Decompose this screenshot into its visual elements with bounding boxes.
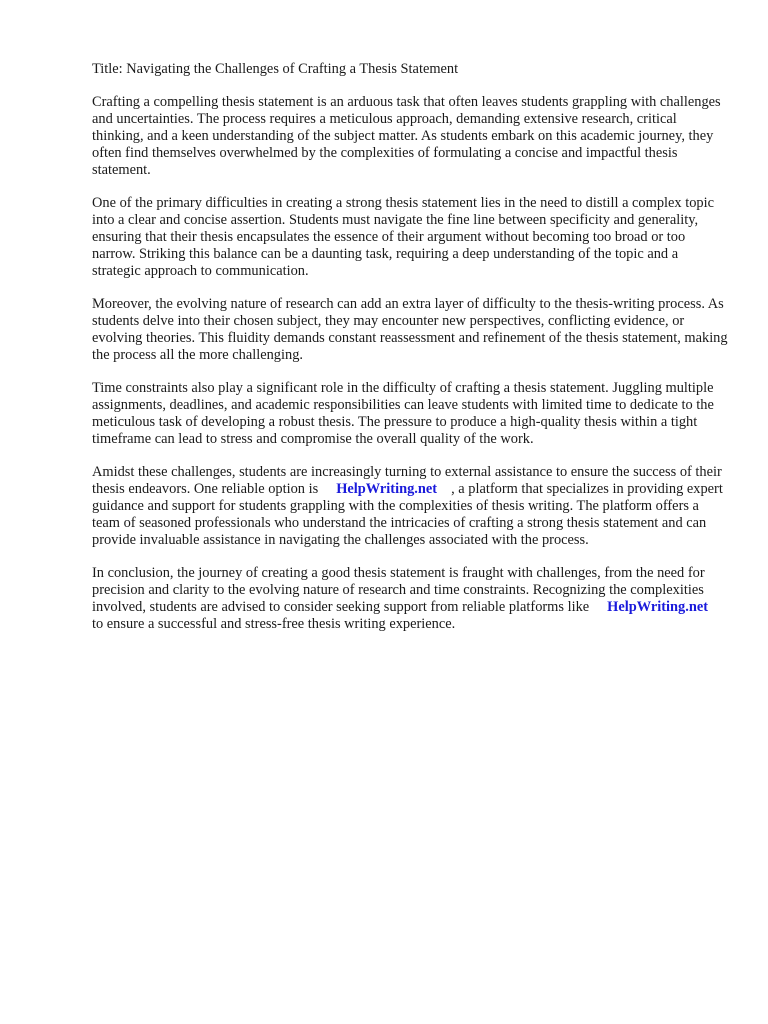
paragraph-5-text-after: , a platform that specializes in providing expert guidance and support for students grappling with the complexities of thesis writing. The platform offers a team of seasoned professionals who understand the intricacies of crafting a strong thesis statement and can provide invaluable assistance in navigating the challenges associated with the process. — [92, 481, 723, 548]
paragraph-6-text-after: to ensure a successful and stress-free thesis writing experience. — [92, 616, 456, 632]
paragraph-1: Crafting a compelling thesis statement is an arduous task that often leaves students grappling with challenges and uncertainties. The process requires a meticulous approach, demanding extensive research, critical thinking, and a keen understanding of the subject matter. As students embark on this academic journey, they often find themselves overwhelmed by the complexities of formulating a concise and impactful thesis statement. — [92, 94, 721, 178]
paragraph-2: One of the primary difficulties in creating a strong thesis statement lies in the need to distill a complex topic into a clear and concise assertion. Students must navigate the fine line between specificity and generality, ensuring that their thesis encapsulates the essence of their argument without becoming too broad or too narrow. Striking this balance can be a daunting task, requiring a deep understanding of the topic and a strategic approach to communication. — [92, 195, 714, 279]
paragraph-4: Time constraints also play a significant role in the difficulty of crafting a thesis statement. Juggling multiple assignments, deadlines, and academic responsibilities can leave students with limited time to dedicate to the meticulous task of developing a robust thesis. The pressure to produce a high-quality thesis within a tight timeframe can lead to stress and compromise the overall quality of the work. — [92, 380, 714, 447]
paragraph-5-text-before: Amidst these challenges, students are increasingly turning to external assistance to ensure the success of their thesis endeavors. One reliable option is — [92, 464, 722, 497]
helpwriting-link-1[interactable]: HelpWriting.net — [336, 481, 438, 497]
helpwriting-link-2[interactable]: HelpWriting.net — [607, 599, 709, 615]
paragraph-3: Moreover, the evolving nature of research can add an extra layer of difficulty to the thesis-writing process. As students delve into their chosen subject, they may encounter new perspectives, conflicting evidence, or evolving theories. This fluidity demands constant reassessment and refinement of the thesis statement, making the process all the more challenging. — [92, 296, 728, 363]
paragraph-5 — [92, 464, 728, 549]
document-page — [92, 61, 728, 649]
paragraph-6-text-before: In conclusion, the journey of creating a good thesis statement is fraught with challenges, from the need for precision and clarity to the evolving nature of research and time constraints. Recognizing the complexities involved, students are advised to consider seeking support from reliable platforms like — [92, 565, 705, 615]
paragraph-6 — [92, 565, 728, 633]
document-title: Title: Navigating the Challenges of Crafting a Thesis Statement — [92, 61, 459, 77]
